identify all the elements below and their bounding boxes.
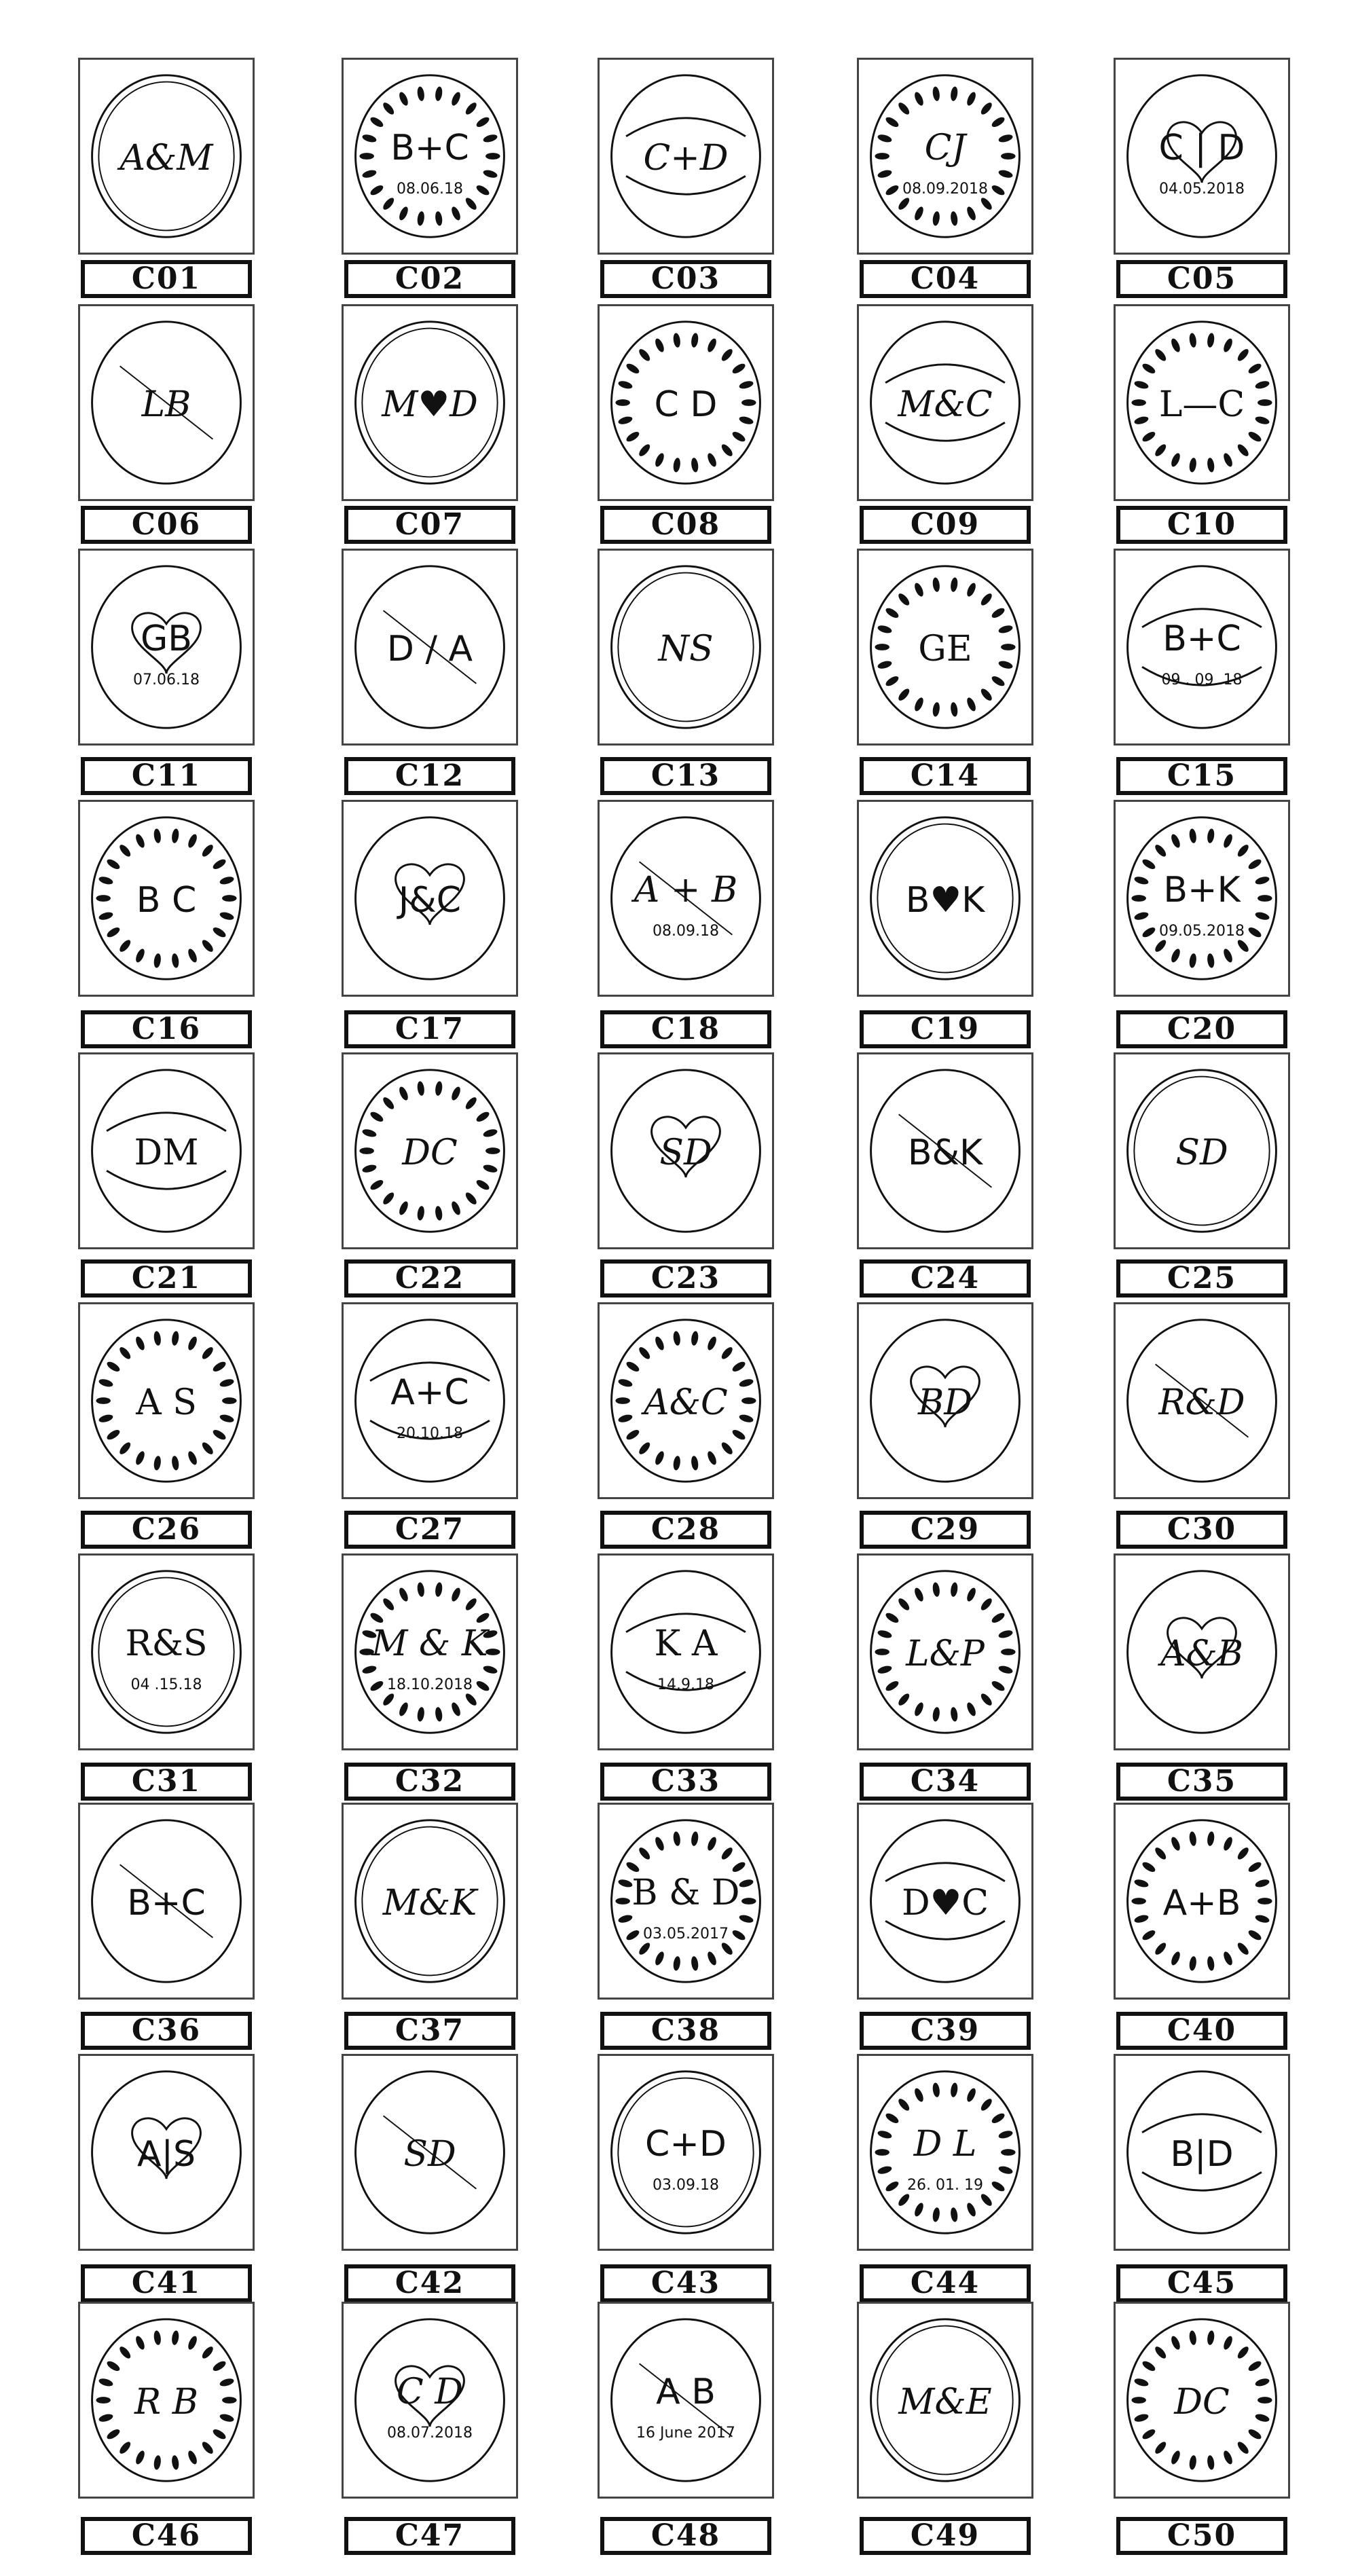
seal-design-c48[interactable] (598, 2302, 774, 2499)
seal-code-label: C22 (344, 1259, 515, 1298)
seal-code-label: C25 (1116, 1259, 1287, 1298)
seal-initials: B+C (127, 1883, 206, 1924)
seal-design-c46[interactable] (78, 2302, 255, 2499)
seal-initials: C+D (643, 138, 729, 179)
seal-code-label: C08 (600, 506, 771, 544)
seal-code-label: C04 (860, 260, 1031, 298)
seal-code-label: C23 (600, 1259, 771, 1298)
seal-code-label: C43 (600, 2264, 771, 2302)
seal-design-c23[interactable] (598, 1052, 774, 1249)
seal-initials: M & K (371, 1623, 488, 1664)
seal-initials: L&P (906, 1634, 985, 1674)
seal-initials: J&C (398, 880, 462, 921)
seal-code-label: C21 (81, 1259, 252, 1298)
seal-design-c41[interactable] (78, 2054, 255, 2251)
seal-initials: SD (1175, 1133, 1228, 1173)
seal-design-c27[interactable] (342, 1302, 518, 1499)
seal-initials: R&D (1158, 1382, 1245, 1423)
seal-initials: M♥D (382, 384, 478, 425)
seal-design-c43[interactable] (598, 2054, 774, 2251)
seal-design-c40[interactable] (1114, 1803, 1290, 2000)
seal-initials: M&K (382, 1883, 477, 1924)
seal-code-label: C20 (1116, 1010, 1287, 1048)
seal-code-label: C31 (81, 1763, 252, 1801)
seal-code-label: C44 (860, 2264, 1031, 2302)
seal-design-c20[interactable] (1114, 800, 1290, 997)
seal-code-label: C24 (860, 1259, 1031, 1298)
seal-code-label: C01 (81, 260, 252, 298)
seal-code-label: C10 (1116, 506, 1287, 544)
seal-design-c01[interactable] (78, 58, 255, 255)
seal-code-label: C26 (81, 1511, 252, 1549)
seal-code-label: C29 (860, 1511, 1031, 1549)
seal-code-label: C15 (1116, 757, 1287, 795)
seal-initials: C+D (645, 2124, 727, 2165)
seal-initials: R&S (125, 1623, 208, 1664)
seal-date: 16 June 2017 (636, 2425, 735, 2442)
seal-design-c39[interactable] (857, 1803, 1033, 2000)
seal-code-label: C05 (1116, 260, 1287, 298)
seal-design-c26[interactable] (78, 1302, 255, 1499)
seal-code-label: C39 (860, 2012, 1031, 2050)
seal-initials: A|S (136, 2134, 196, 2175)
seal-code-label: C18 (600, 1010, 771, 1048)
seal-code-label: C33 (600, 1763, 771, 1801)
seal-initials: A&C (644, 1382, 728, 1423)
seal-date: 18.10.2018 (387, 1676, 473, 1693)
seal-code-label: C45 (1116, 2264, 1287, 2302)
seal-design-c45[interactable] (1114, 2054, 1290, 2251)
seal-code-label: C46 (81, 2517, 252, 2555)
seal-date: 08.06.18 (397, 181, 463, 198)
seal-initials: B & D (631, 1873, 740, 1913)
seal-design-c32[interactable] (342, 1553, 518, 1750)
seal-design-c33[interactable] (598, 1553, 774, 1750)
seal-design-c22[interactable] (342, 1052, 518, 1249)
seal-design-c07[interactable] (342, 304, 518, 501)
seal-design-c29[interactable] (857, 1302, 1033, 1499)
seal-design-c15[interactable] (1114, 549, 1290, 746)
seal-design-c13[interactable] (598, 549, 774, 746)
seal-initials: K A (654, 1623, 718, 1664)
seal-design-c17[interactable] (342, 800, 518, 997)
seal-date: 20.10.18 (397, 1425, 463, 1442)
seal-code-label: C34 (860, 1763, 1031, 1801)
seal-code-label: C07 (344, 506, 515, 544)
seal-initials: LB (141, 384, 191, 425)
seal-design-c18[interactable] (598, 800, 774, 997)
seal-date: 14.9.18 (657, 1676, 714, 1693)
seal-initials: D L (913, 2124, 977, 2165)
seal-code-label: C27 (344, 1511, 515, 1549)
seal-design-c05[interactable] (1114, 58, 1290, 255)
seal-date: 09.05.2018 (1159, 923, 1245, 940)
seal-design-c11[interactable] (78, 549, 255, 746)
seal-design-c02[interactable] (342, 58, 518, 255)
seal-design-c16[interactable] (78, 800, 255, 997)
seal-design-c34[interactable] (857, 1553, 1033, 1750)
seal-code-label: C30 (1116, 1511, 1287, 1549)
seal-design-c38[interactable] (598, 1803, 774, 2000)
seal-code-label: C47 (344, 2517, 515, 2555)
seal-design-c03[interactable] (598, 58, 774, 255)
seal-design-c10[interactable] (1114, 304, 1290, 501)
seal-initials: BD (918, 1382, 972, 1423)
seal-code-label: C13 (600, 757, 771, 795)
seal-code-label: C06 (81, 506, 252, 544)
seal-date: 08.09.18 (653, 923, 719, 940)
seal-design-c49[interactable] (857, 2302, 1033, 2499)
seal-date: 08.09.2018 (902, 181, 988, 198)
seal-initials: R B (134, 2382, 198, 2423)
seal-code-label: C11 (81, 757, 252, 795)
seal-date: 04 .15.18 (130, 1676, 202, 1693)
seal-design-c30[interactable] (1114, 1302, 1290, 1499)
seal-code-label: C40 (1116, 2012, 1287, 2050)
seal-date: 03.09.18 (653, 2177, 719, 2194)
seal-design-c42[interactable] (342, 2054, 518, 2251)
seal-design-c31[interactable] (78, 1553, 255, 1750)
seal-initials: CJ (924, 128, 966, 168)
seal-initials: DM (134, 1133, 199, 1173)
seal-code-label: C35 (1116, 1763, 1287, 1801)
seal-initials: B+C (390, 128, 469, 168)
seal-code-label: C16 (81, 1010, 252, 1048)
seal-initials: D / A (386, 629, 473, 669)
seal-initials: A + B (634, 870, 738, 910)
seal-initials: DC (402, 1133, 458, 1173)
seal-code-label: C03 (600, 260, 771, 298)
seal-initials: B+K (1163, 870, 1241, 910)
seal-code-label: C14 (860, 757, 1031, 795)
seal-design-c19[interactable] (857, 800, 1033, 997)
seal-code-label: C41 (81, 2264, 252, 2302)
seal-design-c21[interactable] (78, 1052, 255, 1249)
seal-design-c25[interactable] (1114, 1052, 1290, 1249)
seal-date: 03.05.2017 (643, 1926, 729, 1943)
seal-design-c47[interactable] (342, 2302, 518, 2499)
seal-code-label: C02 (344, 260, 515, 298)
seal-date: 07.06.18 (133, 671, 200, 688)
seal-design-c35[interactable] (1114, 1553, 1290, 1750)
seal-code-label: C48 (600, 2517, 771, 2555)
seal-initials: SD (403, 2134, 456, 2175)
seal-design-c50[interactable] (1114, 2302, 1290, 2499)
seal-design-c36[interactable] (78, 1803, 255, 2000)
seal-initials: L—C (1158, 384, 1245, 425)
seal-code-label: C09 (860, 506, 1031, 544)
seal-code-label: C42 (344, 2264, 515, 2302)
seal-code-label: C19 (860, 1010, 1031, 1048)
seal-code-label: C36 (81, 2012, 252, 2050)
seal-initials: A B (656, 2372, 716, 2412)
seal-design-c09[interactable] (857, 304, 1033, 501)
seal-initials: B♥K (905, 880, 985, 921)
seal-initials: B C (136, 880, 197, 921)
seal-initials: C D (654, 384, 718, 425)
seal-initials: M&C (898, 384, 993, 425)
seal-code-label: C32 (344, 1763, 515, 1801)
seal-design-c08[interactable] (598, 304, 774, 501)
seal-date: 08.07.2018 (387, 2425, 473, 2442)
seal-initials: B|D (1170, 2134, 1234, 2175)
seal-date: 04.05.2018 (1159, 181, 1245, 198)
seal-initials: A+C (390, 1372, 469, 1413)
seal-code-label: C50 (1116, 2517, 1287, 2555)
seal-initials: B+C (1162, 619, 1241, 659)
seal-design-c37[interactable] (342, 1803, 518, 2000)
seal-initials: C D (396, 2372, 463, 2412)
seal-initials: GB (141, 619, 192, 659)
seal-initials: A S (136, 1382, 197, 1423)
seal-design-c12[interactable] (342, 549, 518, 746)
seal-initials: B&K (907, 1133, 983, 1173)
seal-design-c44[interactable] (857, 2054, 1033, 2251)
seal-initials: A&M (120, 138, 213, 179)
seal-initials: M&E (898, 2382, 992, 2423)
seal-initials: A+B (1162, 1883, 1241, 1924)
seal-code-label: C37 (344, 2012, 515, 2050)
seal-initials: DC (1174, 2382, 1230, 2423)
seal-code-label: C17 (344, 1010, 515, 1048)
seal-design-c06[interactable] (78, 304, 255, 501)
seal-design-c04[interactable] (857, 58, 1033, 255)
seal-code-label: C49 (860, 2517, 1031, 2555)
seal-initials: A&B (1160, 1634, 1244, 1674)
seal-date: 26. 01. 19 (907, 2177, 983, 2194)
seal-design-c14[interactable] (857, 549, 1033, 746)
seal-initials: GE (918, 629, 972, 669)
seal-initials: NS (658, 629, 714, 669)
seal-code-label: C12 (344, 757, 515, 795)
seal-initials: D♥C (901, 1883, 989, 1924)
seal-code-label: C28 (600, 1511, 771, 1549)
seal-code-label: C38 (600, 2012, 771, 2050)
seal-design-c28[interactable] (598, 1302, 774, 1499)
seal-date: 09 . 09 .18 (1161, 671, 1243, 688)
seal-design-c24[interactable] (857, 1052, 1033, 1249)
seal-initials: SD (659, 1133, 712, 1173)
seal-initials: C | D (1158, 128, 1245, 168)
